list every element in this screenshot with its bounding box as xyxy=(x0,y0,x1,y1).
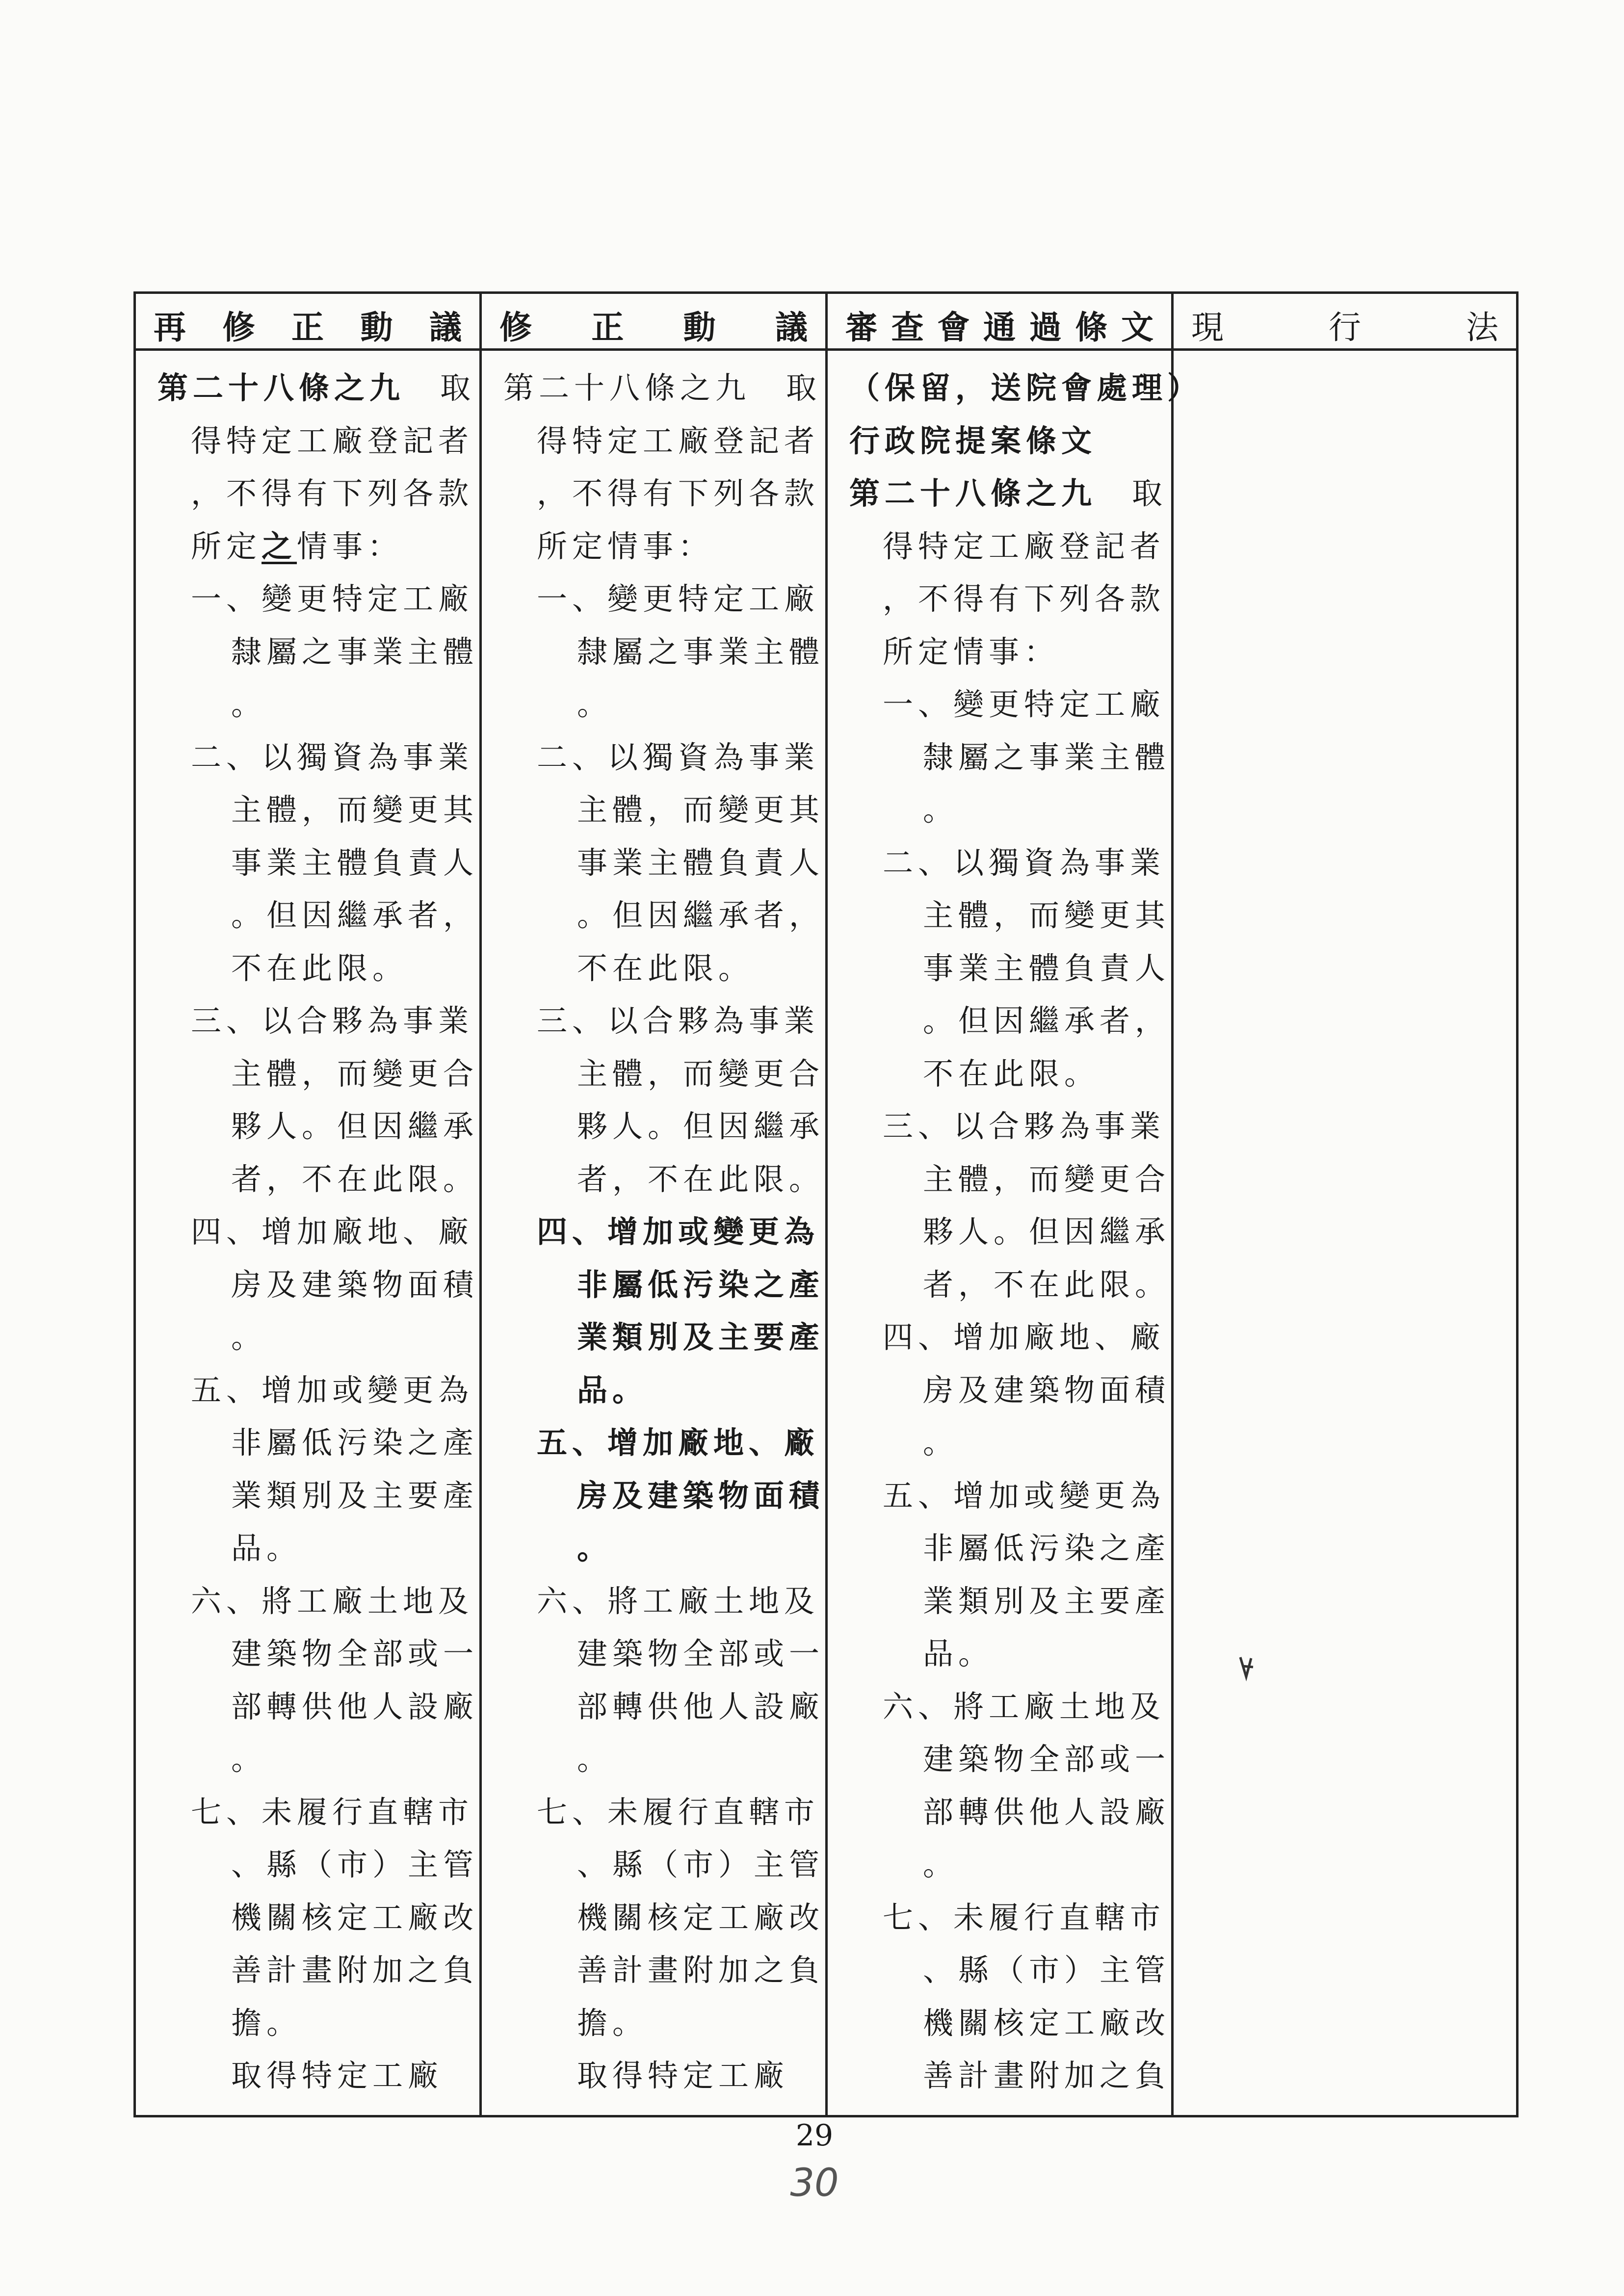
text-line: 。 xyxy=(577,1741,613,1777)
text-line: 得特定工廠登記者 xyxy=(191,422,474,459)
inserted-word: 之 xyxy=(262,528,297,564)
text-line: 主體，而變更合 xyxy=(923,1161,1171,1197)
text-line: 五、增加或變更為 xyxy=(883,1477,1166,1513)
text-line: 第二十八條之九 取 xyxy=(849,475,1168,511)
text-line: 所定情事： xyxy=(883,633,1060,670)
text-line: 得特定工廠登記者 xyxy=(537,422,820,459)
text-line: 所定情事： xyxy=(537,528,714,564)
text-line: 主體，而變更其 xyxy=(577,792,825,828)
text-line: 。但因繼承者， xyxy=(231,897,479,933)
text-line: 事業主體負責人 xyxy=(231,844,479,881)
text-line: 者，不在此限。 xyxy=(231,1161,479,1197)
text-line: 建築物全部或一 xyxy=(577,1636,825,1671)
text-line: 主體，而變更合 xyxy=(231,1055,479,1092)
text-line: 夥人。但因繼承 xyxy=(577,1108,825,1144)
text-line: 。但因繼承者， xyxy=(923,1003,1171,1039)
text-line: 機關核定工廠改 xyxy=(231,1899,479,1935)
text-line: 品。 xyxy=(577,1372,648,1408)
text-line: 業類別及主要產 xyxy=(923,1583,1171,1619)
text-line: 六、將工廠土地及 xyxy=(883,1688,1166,1724)
text-line: 六、將工廠土地及 xyxy=(537,1583,820,1619)
stray-ink-mark-icon xyxy=(1236,1652,1256,1682)
text-line: 建築物全部或一 xyxy=(923,1741,1171,1777)
text-line: 業類別及主要產 xyxy=(577,1319,825,1355)
text-line: 房及建築物面積 xyxy=(577,1477,825,1513)
text-line: 者，不在此限。 xyxy=(577,1161,825,1197)
text-line: 。 xyxy=(923,1847,959,1882)
text-line: 、縣（市）主管 xyxy=(577,1847,825,1882)
text-line: 四、增加廠地、廠 xyxy=(883,1319,1166,1355)
text-line: 不在此限。 xyxy=(577,950,754,986)
text-line: 。 xyxy=(231,1319,267,1355)
text-line: 五、增加廠地、廠 xyxy=(537,1425,820,1461)
text-line: 擔。 xyxy=(577,2005,648,2041)
text-line: 主體，而變更其 xyxy=(923,897,1171,933)
text-line: 夥人。但因繼承 xyxy=(923,1214,1171,1250)
text-line: 建築物全部或一 xyxy=(231,1636,479,1671)
text-line: 不在此限。 xyxy=(923,1055,1100,1092)
body-row xyxy=(135,350,1518,2116)
text-line: 部轉供他人設廠 xyxy=(231,1688,479,1724)
text-line: 一、變更特定工廠 xyxy=(537,581,820,617)
text-line: 非屬低污染之產 xyxy=(577,1266,825,1303)
text-line: 房及建築物面積 xyxy=(923,1372,1171,1408)
text-line: 得特定工廠登記者 xyxy=(883,528,1166,564)
text-line: 七、未履行直轄市 xyxy=(537,1794,820,1830)
text-line: 三、以合夥為事業 xyxy=(191,1003,474,1039)
text-line: 一、變更特定工廠 xyxy=(191,581,474,617)
text-line: 。 xyxy=(577,686,613,722)
text-line: 、縣（市）主管 xyxy=(923,1952,1171,1988)
text-line: 、縣（市）主管 xyxy=(231,1847,479,1882)
text-line: 七、未履行直轄市 xyxy=(191,1794,474,1830)
text-line: 五、增加或變更為 xyxy=(191,1372,474,1408)
text-line: 行政院提案條文 xyxy=(849,422,1097,459)
article-title: 第二十八條之九 xyxy=(849,475,1097,511)
text-line: 事業主體負責人 xyxy=(923,950,1171,986)
text-line: 第二十八條之九 取 xyxy=(503,370,822,406)
text-line: 二、以獨資為事業 xyxy=(537,739,820,775)
text-line: 六、將工廠土地及 xyxy=(191,1583,474,1619)
text-line: 四、增加廠地、廠 xyxy=(191,1214,474,1250)
text-line: 。但因繼承者， xyxy=(577,897,825,933)
text-line: 部轉供他人設廠 xyxy=(577,1688,825,1724)
text-line: 擔。 xyxy=(231,2005,302,2041)
text-line: 機關核定工廠改 xyxy=(577,1899,825,1935)
text-line: 。 xyxy=(923,1425,959,1461)
text-line: 二、以獨資為事業 xyxy=(191,739,474,775)
header-re-amendment: 再修正動議 xyxy=(135,293,481,350)
column-re-amendment xyxy=(136,351,479,2102)
text-line: （保留，送院會處理） xyxy=(849,370,1203,406)
column-amendment xyxy=(482,351,825,2102)
text-line: 隸屬之事業主體 xyxy=(231,633,479,670)
text-line: 善計畫附加之負 xyxy=(231,1952,479,1988)
text-line: 者，不在此限。 xyxy=(923,1266,1171,1303)
header-committee-text: 審查會通過條文 xyxy=(827,293,1173,350)
page-number: 29 xyxy=(795,2118,834,2153)
text-line: 主體，而變更其 xyxy=(231,792,479,828)
text-line: ，不得有下列各款 xyxy=(883,581,1166,617)
text-line: 隸屬之事業主體 xyxy=(923,739,1171,775)
text-line: 品。 xyxy=(231,1530,302,1566)
header-current-law: 現行法 xyxy=(1173,293,1518,350)
text-line: 非屬低污染之產 xyxy=(923,1530,1171,1566)
text-line: 房及建築物面積 xyxy=(231,1266,479,1303)
text-line: 部轉供他人設廠 xyxy=(923,1794,1171,1830)
text-line: 取得特定工廠 xyxy=(577,2058,789,2093)
text-line: 機關核定工廠改 xyxy=(923,2005,1171,2041)
text-line: 不在此限。 xyxy=(231,950,408,986)
column-committee-text xyxy=(828,351,1203,2102)
text-line: 所定之情事： xyxy=(191,528,403,564)
text-line: 事業主體負責人 xyxy=(577,844,825,881)
header-row xyxy=(135,293,1518,350)
text-line: 一、變更特定工廠 xyxy=(883,686,1166,722)
handwritten-page-number: 30 xyxy=(790,2161,839,2205)
text-line: 四、增加或變更為 xyxy=(537,1214,820,1250)
text-line: 二、以獨資為事業 xyxy=(883,844,1166,881)
text-line: 七、未履行直轄市 xyxy=(883,1899,1166,1935)
text-line: 三、以合夥為事業 xyxy=(883,1108,1166,1144)
text-line: 善計畫附加之負 xyxy=(923,2058,1171,2093)
text-line: 三、以合夥為事業 xyxy=(537,1003,820,1039)
article-title: 第二十八條之九 xyxy=(157,370,405,406)
text-line: 主體，而變更合 xyxy=(577,1055,825,1092)
text-line: ，不得有下列各款 xyxy=(191,475,474,511)
text-line: 善計畫附加之負 xyxy=(577,1952,825,1988)
text-line: 取得特定工廠 xyxy=(231,2058,444,2093)
header-amendment: 修正動議 xyxy=(481,293,827,350)
text-line: 。 xyxy=(577,1530,613,1566)
text-line: 品。 xyxy=(923,1636,994,1671)
text-line: 夥人。但因繼承 xyxy=(231,1108,479,1144)
text-line: 業類別及主要產 xyxy=(231,1477,479,1513)
column-current-law xyxy=(1174,351,1516,362)
text-line: 非屬低污染之產 xyxy=(231,1425,479,1461)
text-line: 。 xyxy=(231,1741,267,1777)
text-line: ，不得有下列各款 xyxy=(537,475,820,511)
comparison-table xyxy=(133,291,1519,2117)
text-line: 。 xyxy=(923,792,959,828)
text-line: 第二十八條之九 取 xyxy=(157,370,476,406)
text-line: 。 xyxy=(231,686,267,722)
text-line: 隸屬之事業主體 xyxy=(577,633,825,670)
